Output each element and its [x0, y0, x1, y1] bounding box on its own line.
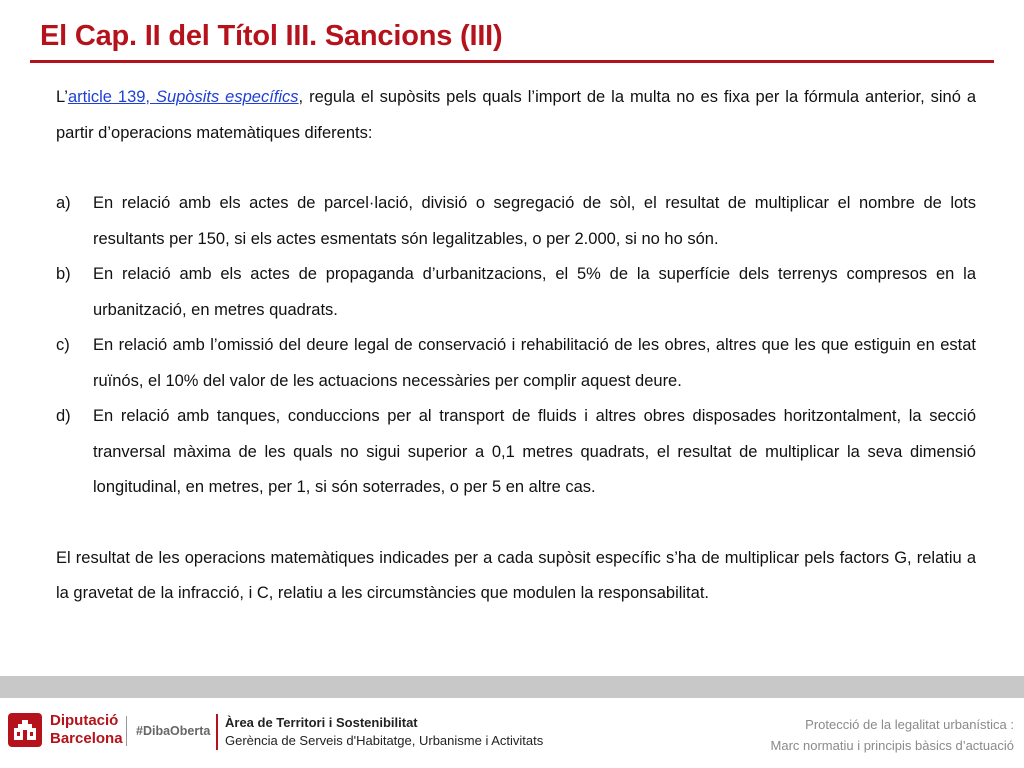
area-separator [216, 714, 218, 750]
cases-list [56, 186, 976, 506]
logo-line-2: Barcelona [50, 730, 123, 747]
list-item-marker: a) [56, 194, 71, 212]
area-info [225, 714, 543, 750]
presentation-title: Protecció de la legalitat urbanística : [805, 717, 1014, 732]
logo-line-1: Diputació [50, 712, 119, 729]
list-item [56, 186, 976, 257]
diputacio-wordmark [50, 712, 123, 748]
list-item [56, 328, 976, 399]
list-item [56, 257, 976, 328]
article-139-link-title: Supòsits específics [155, 88, 299, 106]
list-item-text: En relació amb els actes de propaganda d’urbanitzacions, el 5% de la superfície dels terrenys compresos en la urbanització, en metres quadrats. [93, 265, 976, 319]
list-item [56, 399, 976, 506]
hashtag-label: #DibaOberta [136, 724, 211, 738]
list-item-marker: c) [56, 336, 70, 354]
diputacio-logo-icon [8, 713, 42, 747]
article-139-link[interactable] [68, 88, 299, 106]
list-item-text: En relació amb l’omissió del deure legal de conservació i rehabilitació de les obres, altres que les que estiguin en estat ruïnós, el 10% del valor de les actuacions necessàries per complir aquest deure. [93, 336, 976, 390]
list-item-text: En relació amb tanques, conduccions per al transport de fluids i altres obres disposades horitzontalment, la secció tranversal màxima de les quals no sigui superior a 0,1 metres quadrats, el resultat de multiplicar la seva dimensió longitudinal, en metres, per 1, si són soterrades, o per 5 en altre cas. [93, 407, 976, 496]
footer-separator [126, 716, 127, 746]
list-item-marker: b) [56, 265, 71, 283]
footer [0, 698, 1024, 768]
article-139-link-number: article 139, [67, 88, 156, 106]
presentation-subtitle: Marc normatiu i principis bàsics d’actuació [770, 738, 1014, 753]
spacer [56, 151, 976, 186]
presentation-info [771, 714, 1014, 756]
list-item-text: En relació amb els actes de parcel·lació, divisió o segregació de sòl, el resultat de multiplicar el nombre de lots resultants per 150, si els actes esmentats són legalitzables, o per 2.000, si no ho són. [93, 194, 976, 248]
title-divider [30, 60, 994, 63]
intro-prefix: L’ [56, 88, 68, 106]
intro-paragraph [56, 80, 976, 151]
intro-suffix: , regula el supòsits pels quals l’import de la multa no es fixa per la fórmula anterior, sinó a partir d’operacions matemàtiques diferents: [56, 88, 977, 142]
area-title: Àrea de Territori i Sostenibilitat [225, 715, 418, 730]
conclusion-paragraph: El resultat de les operacions matemàtiques indicades per a cada supòsit específic s’ha de multiplicar pels factors G, relatiu a la gravetat de la infracció, i C, relatiu a les circumstàncies que modulen la responsabilitat. [56, 548, 976, 602]
slide-body [56, 80, 976, 612]
area-subtitle: Gerència de Serveis d'Habitatge, Urbanisme i Activitats [225, 733, 544, 748]
slide-title: El Cap. II del Títol III. Sancions (III) [40, 20, 503, 52]
list-item-marker: d) [56, 407, 71, 425]
footer-band [0, 676, 1024, 698]
spacer [56, 506, 976, 541]
